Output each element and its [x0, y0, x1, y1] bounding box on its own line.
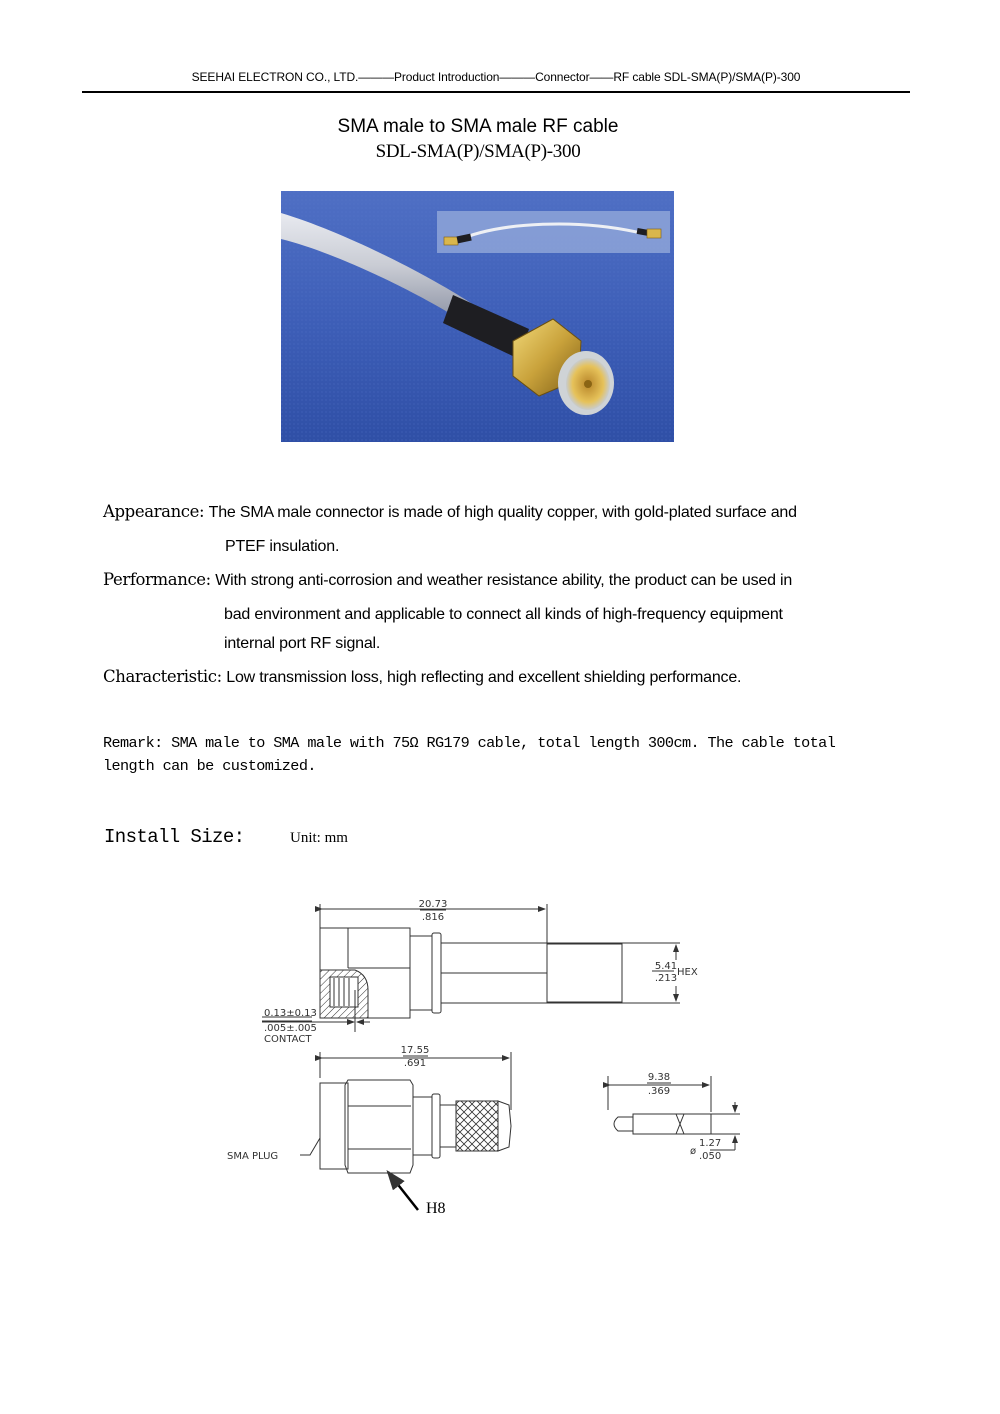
- unit-label: Unit: mm: [290, 830, 348, 846]
- install-size-label: Install Size:: [104, 826, 245, 848]
- performance-paragraph: [103, 571, 792, 590]
- pin-length-in: .369: [647, 1086, 671, 1097]
- remark-line-1: Remark: SMA male to SMA male with 75Ω RG179 cable, total length 300cm. The cable total: [103, 734, 836, 752]
- page-header-breadcrumb: SEEHAI ELECTRON CO., LTD.———Product Introduction———Connector——RF cable SDL-SMA(P)/SMA(P)-300: [191, 70, 801, 84]
- hex-mm: 5.41: [654, 961, 678, 972]
- appearance-paragraph: [103, 503, 797, 522]
- characteristic-paragraph: [103, 668, 741, 687]
- hex-in: .213: [654, 973, 678, 984]
- plug-hex-nut: [345, 1080, 413, 1173]
- overall-length-in: .816: [421, 912, 445, 923]
- crimp-sleeve: [547, 944, 622, 1002]
- pin-body: [633, 1114, 711, 1134]
- performance-text-cont-1: bad environment and applicable to connect all kinds of high-frequency equipment: [224, 606, 783, 623]
- performance-text-cont-2: internal port RF signal.: [224, 635, 381, 652]
- product-title: SMA male to SMA male RF cable: [337, 116, 619, 137]
- pin-diameter-symbol: ø: [690, 1146, 697, 1157]
- performance-text: With strong anti-corrosion and weather resistance ability, the product can be used in: [215, 572, 793, 589]
- appearance-text: The SMA male connector is made of high quality copper, with gold-plated surface and: [208, 504, 797, 521]
- inset-photo: [437, 211, 670, 253]
- characteristic-label: Characteristic:: [103, 667, 222, 686]
- contact-label: CONTACT: [264, 1034, 312, 1045]
- h8-callout: H8: [426, 1200, 446, 1217]
- pin-tip: [614, 1117, 633, 1131]
- appearance-label: Appearance:: [103, 502, 205, 521]
- pin-diameter-in: .050: [699, 1151, 722, 1162]
- plug-length-in: .691: [403, 1058, 427, 1069]
- remark-line-2: length can be customized.: [103, 757, 316, 775]
- performance-label: Performance:: [103, 570, 211, 589]
- product-model: SDL-SMA(P)/SMA(P)-300: [375, 141, 581, 162]
- pin-length-mm: 9.38: [647, 1072, 671, 1083]
- hex-label: HEX: [677, 967, 698, 978]
- pin-diameter-mm: 1.27: [699, 1138, 722, 1149]
- h8-arrow: [388, 1172, 418, 1210]
- plug-coupling: [320, 1083, 348, 1169]
- dimension-drawing: [200, 880, 760, 1220]
- appearance-text-cont: PTEF insulation.: [225, 538, 340, 555]
- product-photo: [281, 191, 674, 442]
- characteristic-text: Low transmission loss, high reflecting and excellent shielding performance.: [226, 669, 742, 686]
- overall-length-mm: 20.73: [418, 899, 448, 910]
- plug-length-mm: 17.55: [400, 1045, 430, 1056]
- knurled-ferrule: [456, 1101, 498, 1151]
- sma-plug-label: SMA PLUG: [227, 1151, 279, 1162]
- contact-mm: 0.13±0.13: [264, 1008, 317, 1019]
- contact-in: .005±.005: [264, 1023, 317, 1034]
- header-divider: [82, 91, 910, 93]
- remark-block: [103, 732, 863, 778]
